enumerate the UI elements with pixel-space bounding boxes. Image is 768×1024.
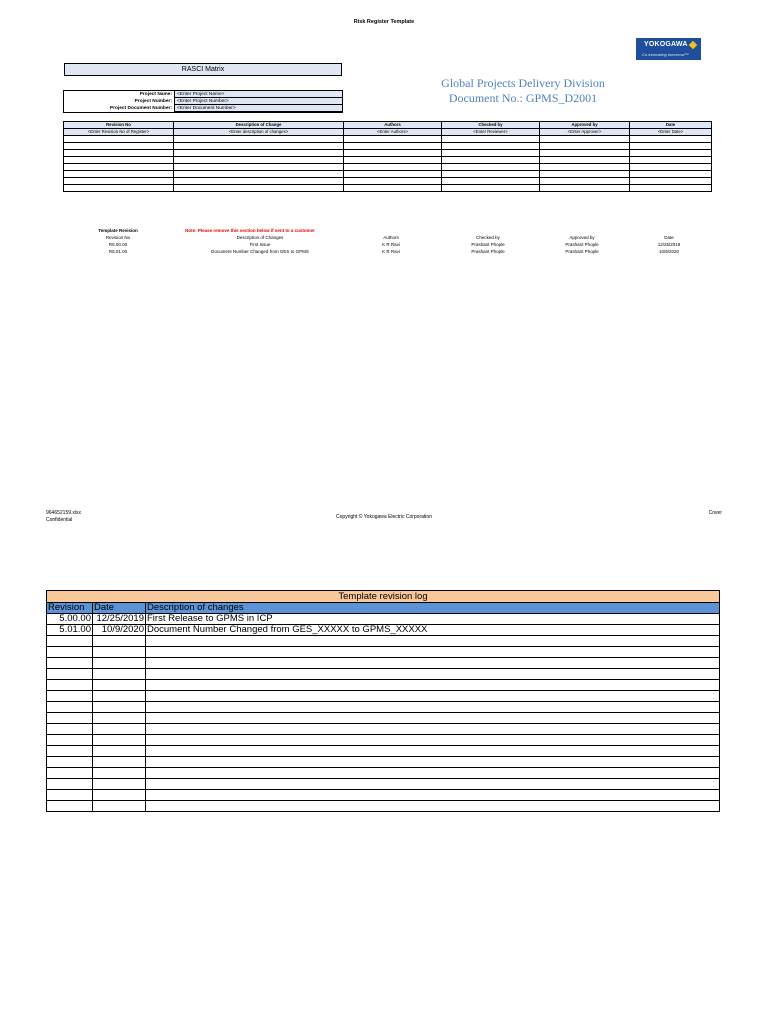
table-cell[interactable] [146,768,720,779]
table-cell[interactable] [146,691,720,702]
logo-brand: YOKOGAWA [644,41,688,48]
table-cell[interactable] [630,136,712,143]
project-number-field[interactable]: <Enter Project Number> [174,98,342,105]
table-row [64,185,712,192]
project-info-block [63,90,343,113]
table-row [47,691,720,702]
footer-copyright: Copyright © Yokogawa Electric Corporation [336,514,432,520]
table-row [47,746,720,757]
table-cell[interactable] [93,702,146,713]
table-cell[interactable] [344,136,442,143]
table-cell[interactable] [630,164,712,171]
table-cell[interactable] [344,178,442,185]
table-cell[interactable] [344,185,442,192]
log-revision-cell[interactable]: 5.00.00 [47,614,93,625]
table-cell[interactable] [93,735,146,746]
table-cell[interactable] [630,150,712,157]
table-row [47,680,720,691]
table-cell[interactable] [146,790,720,801]
table-cell[interactable] [540,164,630,171]
header-approved-by: Approved by [540,122,630,129]
table-cell[interactable] [344,164,442,171]
table-cell[interactable] [93,757,146,768]
table-cell[interactable] [64,164,174,171]
table-cell[interactable] [540,171,630,178]
table-cell[interactable] [344,171,442,178]
table-cell[interactable] [146,779,720,790]
table-cell[interactable] [47,724,93,735]
table-cell[interactable] [630,171,712,178]
log-header-date: Date [93,603,146,614]
project-name-row [64,91,342,98]
table-cell[interactable] [64,171,174,178]
tr-row-1-authors: K R Ravi [382,242,400,247]
table-row [47,768,720,779]
header-checked-by: Checked by [442,122,540,129]
table-row [64,164,712,171]
table-cell[interactable] [540,157,630,164]
project-name-field[interactable]: <Enter Project Name> [174,91,342,98]
table-cell[interactable] [174,157,344,164]
table-cell[interactable] [47,702,93,713]
revision-no-cell[interactable]: <Enter Revision No of Register> [64,129,174,136]
table-cell[interactable] [93,647,146,658]
table-cell[interactable] [174,136,344,143]
table-cell[interactable] [146,724,720,735]
table-cell[interactable] [344,143,442,150]
table-cell[interactable] [47,735,93,746]
table-row [47,636,720,647]
table-cell[interactable] [540,150,630,157]
table-cell[interactable] [174,164,344,171]
tr-header-approved-by: Approved by [569,235,595,240]
template-revision-log-table [46,590,720,812]
table-cell[interactable] [47,636,93,647]
revision-table [63,121,712,192]
tr-header-authors: Authors [383,235,399,240]
log-revision-cell[interactable]: 5.01.00 [47,625,93,636]
table-cell[interactable] [174,143,344,150]
table-cell[interactable] [174,150,344,157]
table-cell[interactable] [93,768,146,779]
table-cell[interactable] [174,185,344,192]
table-cell[interactable] [540,185,630,192]
table-row [64,129,712,136]
document-number: Document No.: GPMS_D2001 [448,91,598,105]
diamond-icon [689,41,697,49]
page-title: Risk Register Template [353,19,415,25]
footer-sheet-name: Cover [708,510,722,516]
table-row [47,669,720,680]
table-cell[interactable] [146,658,720,669]
tr-row-1-checked-by: Prashant Phople [471,242,505,247]
log-header-revision: Revision [47,603,93,614]
table-cell[interactable] [146,669,720,680]
revision-table-header [64,122,712,129]
tr-row-1-revision: R5.00.00 [108,242,128,247]
project-number-row [64,98,342,105]
header-description: Description of Change [174,122,344,129]
table-row [47,801,720,812]
table-cell[interactable] [93,724,146,735]
tr-row-2-date: 10/9/2020 [658,249,680,254]
header-authors: Authors [344,122,442,129]
table-cell[interactable] [93,658,146,669]
tr-header-date: Date [664,235,674,240]
table-cell[interactable] [174,178,344,185]
table-row [47,735,720,746]
project-name-label: Project Name: [139,92,172,97]
table-row [64,143,712,150]
table-cell[interactable] [64,136,174,143]
table-cell[interactable] [64,185,174,192]
table-cell[interactable] [146,647,720,658]
tr-header-description: Description of Changes [236,235,284,240]
table-row [47,702,720,713]
table-cell[interactable] [442,164,540,171]
table-cell[interactable] [146,801,720,812]
footer-file-name: 964652159.xlsx [46,510,82,516]
table-cell[interactable] [442,178,540,185]
tr-row-2-revision: R5.01.00 [108,249,128,254]
table-cell[interactable] [47,757,93,768]
table-cell[interactable] [630,178,712,185]
approved-by-cell[interactable]: <Enter Approver> [540,129,630,136]
tr-row-2-authors: K R Ravi [382,249,400,254]
division-header [408,76,638,106]
description-cell[interactable]: <Enter description of changes> [174,129,344,136]
table-cell[interactable] [64,150,174,157]
table-cell[interactable] [442,157,540,164]
table-cell[interactable] [47,680,93,691]
tr-header-checked-by: Checked by [476,235,500,240]
tr-row-1-description: First Issue [249,242,271,247]
table-row [64,171,712,178]
table-cell[interactable] [47,801,93,812]
logo-tagline: Co-innovating tomorrow™ [642,52,689,57]
table-cell[interactable] [47,713,93,724]
table-cell[interactable] [442,136,540,143]
table-cell[interactable] [93,801,146,812]
table-cell[interactable] [146,757,720,768]
tr-row-2-approved-by: Prashant Phople [565,249,599,254]
table-cell[interactable] [47,658,93,669]
table-row [47,790,720,801]
table-cell[interactable] [146,702,720,713]
table-cell[interactable] [64,143,174,150]
header-revision-no: Revision No [64,122,174,129]
table-cell[interactable] [174,171,344,178]
log-description-cell[interactable]: Document Number Changed from GES_XXXXX to GPMS_XXXXX [146,625,720,636]
project-number-label: Project Number: [134,99,172,104]
template-revision-title: Template Revision [98,228,138,233]
table-cell[interactable] [93,636,146,647]
table-cell[interactable] [93,669,146,680]
table-cell[interactable] [146,636,720,647]
table-cell[interactable] [540,178,630,185]
date-cell[interactable]: <Enter Date> [630,129,712,136]
rasci-matrix-title: RASCI Matrix [64,63,342,76]
table-cell[interactable] [93,680,146,691]
table-cell[interactable] [540,136,630,143]
table-row [47,658,720,669]
table-cell[interactable] [93,713,146,724]
table-row [47,724,720,735]
yokogawa-logo [636,38,701,60]
log-title: Template revision log [47,591,720,603]
log-header-row [47,603,720,614]
log-date-cell[interactable]: 12/25/2019 [93,614,146,625]
table-cell[interactable] [344,157,442,164]
table-cell[interactable] [630,185,712,192]
table-row [47,713,720,724]
tr-row-2-description: Document Number Changed from GES to GPMS [211,249,309,254]
table-cell[interactable] [146,746,720,757]
project-document-number-row [64,105,342,112]
log-description-cell[interactable]: First Release to GPMS in ICP [146,614,720,625]
table-row [47,779,720,790]
table-cell[interactable] [146,713,720,724]
table-cell[interactable] [442,150,540,157]
footer-classification: Confidential [46,517,73,523]
log-date-cell[interactable]: 10/9/2020 [93,625,146,636]
table-cell[interactable] [540,143,630,150]
table-row [47,614,720,625]
table-cell[interactable] [442,185,540,192]
table-row [47,625,720,636]
table-cell[interactable] [442,171,540,178]
tr-row-1-approved-by: Prashant Phople [565,242,599,247]
header-date: Date [630,122,712,129]
table-row [47,647,720,658]
template-revision-section [0,228,768,268]
table-cell[interactable] [93,691,146,702]
customer-note: Note: Please remove this section below if sent to a customer [185,228,315,233]
table-row [64,136,712,143]
table-cell[interactable] [93,790,146,801]
table-cell[interactable] [64,157,174,164]
table-cell[interactable] [47,746,93,757]
project-document-number-field[interactable]: <Enter Document Number> [174,105,342,112]
tr-row-1-date: 12/25/2019 [657,242,681,247]
table-cell[interactable] [93,746,146,757]
table-cell[interactable] [146,735,720,746]
table-cell[interactable] [47,669,93,680]
table-row [64,178,712,185]
division-name: Global Projects Delivery Division [441,76,605,90]
table-cell[interactable] [47,768,93,779]
project-document-number-label: Project Document Number: [109,106,172,111]
table-cell[interactable] [344,150,442,157]
checked-by-cell[interactable]: <Enter Reviewer> [442,129,540,136]
table-cell[interactable] [630,157,712,164]
table-cell[interactable] [47,691,93,702]
table-cell[interactable] [442,143,540,150]
table-cell[interactable] [93,779,146,790]
tr-row-2-checked-by: Prashant Phople [471,249,505,254]
table-cell[interactable] [47,779,93,790]
table-cell[interactable] [64,178,174,185]
tr-header-revision-no: Revision No [105,235,131,240]
table-cell[interactable] [47,790,93,801]
table-cell[interactable] [47,647,93,658]
table-row [64,157,712,164]
log-header-description: Description of changes [146,603,720,614]
table-row [64,150,712,157]
table-row [47,757,720,768]
table-cell[interactable] [146,680,720,691]
table-cell[interactable] [630,143,712,150]
authors-cell[interactable]: <Enter Authors> [344,129,442,136]
